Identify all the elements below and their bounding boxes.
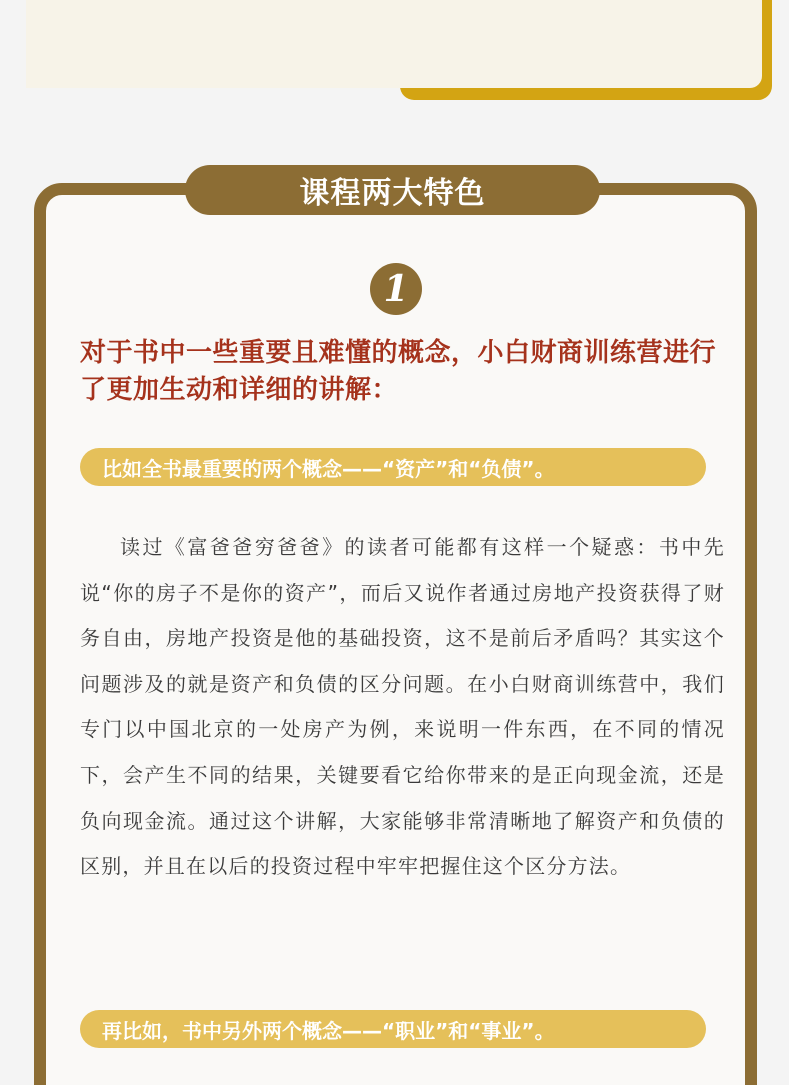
feature-paragraph: 读过《富爸爸穷爸爸》的读者可能都有这样一个疑惑：书中先说“你的房子不是你的资产”，而后又说作者通过房地产投资获得了财务自由，房地产投资是他的基础投资，这不是前后矛盾吗？其实这个问题涉及的就是资产和负债的区分问题。在小白财商训练营中，我们专门以中国北京的一处房产为例，来说明一件东西，在不同的情况下，会产生不同的结果，关键要看它给你带来的是正向现金流，还是负向现金流。通过这个讲解，大家能够非常清晰地了解资产和负债的区别，并且在以后的投资过程中牢牢把握住这个区分方法。: [80, 535, 725, 879]
feature-heading: 对于书中一些重要且难懂的概念，小白财商训练营进行了更加生动和详细的讲解：: [80, 338, 717, 405]
top-card: [26, 0, 762, 88]
example-pill-assets-liabilities: 比如全书最重要的两个概念——“资产”和“负债”。: [80, 448, 706, 486]
section-title: 课程两大特色: [185, 165, 600, 215]
number-badge: 1: [370, 263, 422, 315]
example-pill-job-career: 再比如，书中另外两个概念——“职业”和“事业”。: [80, 1010, 706, 1048]
